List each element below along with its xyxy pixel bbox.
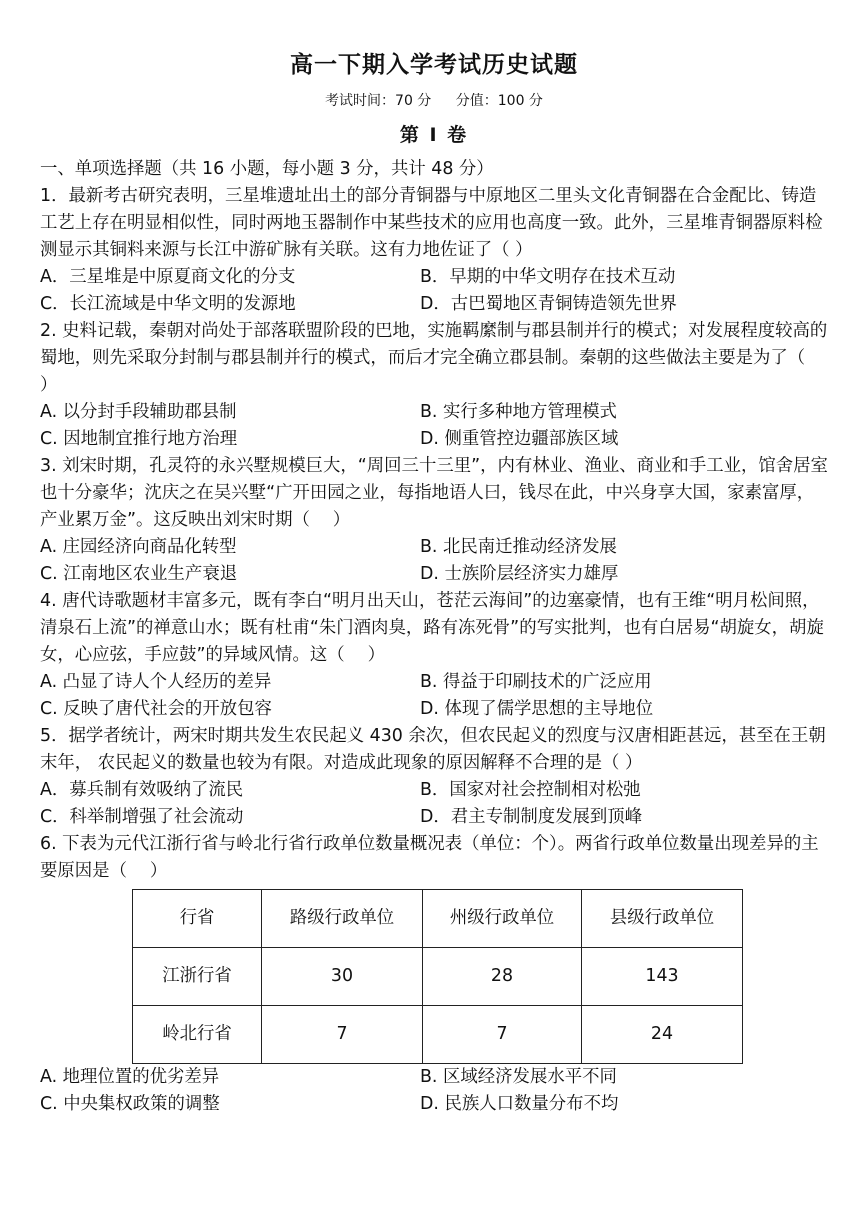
table-header-row [133,890,743,948]
option-a: A．三星堆是中原夏商文化的分支 [40,267,296,287]
option-d: D．君主专制制度发展到顶峰 [420,807,643,827]
option-a: A. 庄园经济向商品化转型 [40,537,237,557]
question-5-stem: 5．据学者统计，两宋时期共发生农民起义 430 余次，但农民起义的烈度与汉唐相距甚远，甚至在王朝末年， 农民起义的数量也较为有限。对造成此现象的原因解释不合理的是（ ） [40,726,826,773]
question-2-options [40,399,830,453]
option-a: A. 凸显了诗人个人经历的差异 [40,672,272,692]
option-c: C．长江流域是中华文明的发源地 [40,294,296,314]
section-heading: 一、单项选择题（共 16 小题，每小题 3 分，共计 48 分） [40,159,494,179]
option-b: B．国家对社会控制相对松弛 [420,780,641,800]
question-5-options [40,777,830,831]
table-header-cell: 县级行政单位 [582,890,743,948]
table-cell: 143 [582,948,743,1006]
option-d: D. 士族阶层经济实力雄厚 [420,564,619,584]
volume-heading: 第 Ⅰ 卷 [399,124,469,146]
table-cell: 岭北行省 [133,1006,262,1064]
option-c: C. 江南地区农业生产衰退 [40,564,238,584]
table-cell: 7 [262,1006,423,1064]
option-d: D. 侧重管控边疆部族区域 [420,429,619,449]
table-cell: 江浙行省 [133,948,262,1006]
table-cell: 7 [423,1006,582,1064]
table-cell: 30 [262,948,423,1006]
table-cell: 24 [582,1006,743,1064]
option-b: B．早期的中华文明存在技术互动 [420,267,676,287]
option-b: B. 得益于印刷技术的广泛应用 [420,672,652,692]
question-4-options [40,669,830,723]
option-b: B. 区域经济发展水平不同 [420,1067,617,1087]
table-row [133,948,743,1006]
exam-title: 高一下期入学考试历史试题 [290,52,578,78]
exam-content [40,156,830,1118]
option-b: B. 北民南迁推动经济发展 [420,537,617,557]
option-c: C. 因地制宜推行地方治理 [40,429,238,449]
exam-meta [0,90,868,110]
option-b: B. 实行多种地方管理模式 [420,402,617,422]
exam-time: 考试时间：70 分 [325,93,432,109]
option-a: A．募兵制有效吸纳了流民 [40,780,244,800]
question-6-stem: 6. 下表为元代江浙行省与岭北行省行政单位数量概况表（单位：个）。两省行政单位数量出现差异的主要原因是（ ） [40,834,819,881]
question-6-options [40,1064,830,1118]
option-c: C. 反映了唐代社会的开放包容 [40,699,272,719]
table-header-cell: 行省 [133,890,262,948]
question-1-stem: 1．最新考古研究表明，三星堆遗址出土的部分青铜器与中原地区二里头文化青铜器在合金配比、铸造工艺上存在明显相似性，同时两地玉器制作中某些技术的应用也高度一致。此外，三星堆青铜器原料检测显示其铜料来源与长江中游矿脉有关联。这有力地佐证了（ ） [40,186,823,260]
exam-score: 分值：100 分 [455,93,543,109]
admin-units-table [132,889,743,1064]
option-d: D. 民族人口数量分布不均 [420,1094,619,1114]
question-1-options [40,264,830,318]
option-a: A. 以分封手段辅助郡县制 [40,402,237,422]
table-header-cell: 路级行政单位 [262,890,423,948]
question-3-stem: 3. 刘宋时期，孔灵符的永兴墅规模巨大，“周回三十三里”，内有林业、渔业、商业和手工业，馆舍居室也十分豪华；沈庆之在吴兴墅“广开田园之业，每指地语人曰，钱尽在此，中兴身享大国，家素富厚，产业累万金”。这反映出刘宋时期（ ） [40,456,828,530]
question-2-stem: 2. 史料记载，秦朝对尚处于部落联盟阶段的巴地，实施羁縻制与郡县制并行的模式；对发展程度较高的蜀地，则先采取分封制与郡县制并行的模式，而后才完全确立郡县制。秦朝的这些做法主要是为了（ ） [40,321,829,395]
option-c: C．科举制增强了社会流动 [40,807,244,827]
table-row [133,1006,743,1064]
option-a: A. 地理位置的优劣差异 [40,1067,220,1087]
option-d: D．古巴蜀地区青铜铸造领先世界 [420,294,677,314]
question-4-stem: 4. 唐代诗歌题材丰富多元，既有李白“明月出天山，苍茫云海间”的边塞豪情，也有王维“明月松间照，清泉石上流”的禅意山水；既有杜甫“朱门酒肉臭，路有冻死骨”的写实批判，也有白居易“胡旋女，胡旋女，心应弦，手应鼓”的异域风情。这（ ） [40,591,824,665]
option-c: C. 中央集权政策的调整 [40,1094,220,1114]
question-3-options [40,534,830,588]
table-header-cell: 州级行政单位 [423,890,582,948]
option-d: D. 体现了儒学思想的主导地位 [420,699,654,719]
table-cell: 28 [423,948,582,1006]
